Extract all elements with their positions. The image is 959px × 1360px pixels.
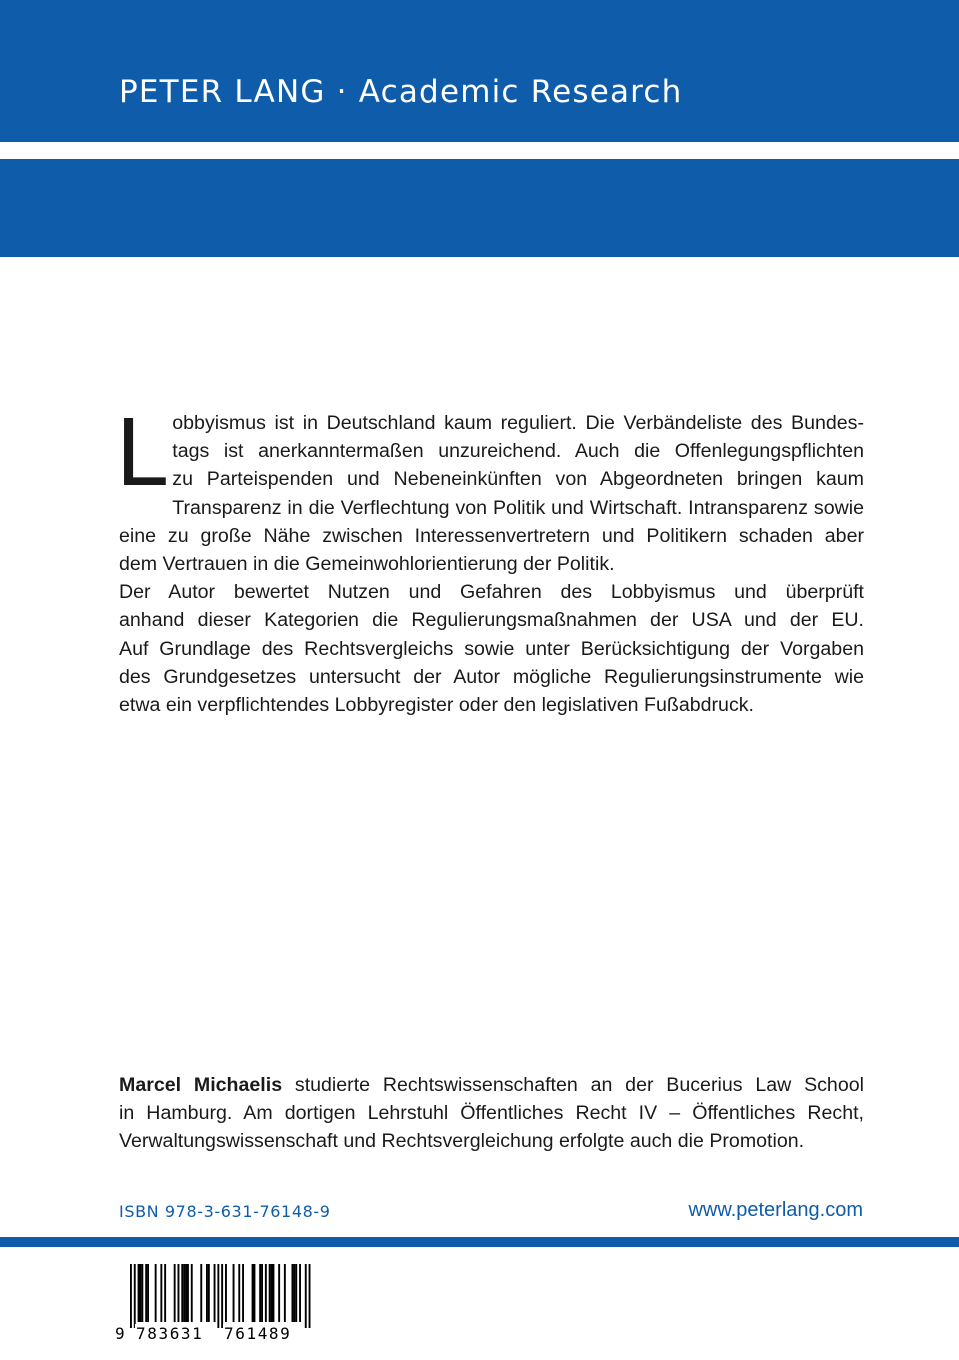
blurb-line: tags ist anerkanntermaßen unzureichend. Auch die Offenlegungspflichten <box>172 440 864 463</box>
barcode-bar <box>155 1264 157 1322</box>
barcode-bar <box>293 1264 295 1322</box>
barcode-bar <box>185 1264 187 1322</box>
barcode-bar <box>284 1264 286 1322</box>
blurb-line: eine zu große Nähe zwischen Interessenvertretern und Politikern schaden aber <box>119 524 864 547</box>
blurb-line: zu Parteispenden und Nebeneinkünften von Abgeordneten bringen kaum <box>172 468 864 491</box>
barcode-bar <box>299 1264 301 1322</box>
publisher-url-link[interactable]: www.peterlang.com <box>688 1199 863 1221</box>
barcode-bar <box>145 1264 147 1322</box>
barcode-bar <box>208 1264 210 1322</box>
bio-line-1-text: studierte Rechtswissenschaften an der Bucerius Law School <box>282 1074 864 1096</box>
blurb-line: des Grundgesetzes untersucht der Autor mögliche Regulierungsinstrumente wie <box>119 665 864 688</box>
blurb-line: obbyismus ist in Deutschland kaum reguliert. Die Verbändeliste des Bundes- <box>172 412 864 434</box>
barcode-bar <box>200 1264 202 1322</box>
series-number: II / 6028 <box>119 348 251 384</box>
barcode-bar <box>187 1264 189 1322</box>
barcode-digits <box>113 1324 311 1346</box>
header-band <box>0 0 959 142</box>
barcode-bar <box>259 1264 261 1322</box>
barcode-bar <box>160 1264 162 1322</box>
bio-line: Verwaltungswissenschaft und Rechtsvergleichung erfolgte auch die Promotion. <box>119 1130 805 1153</box>
barcode-bar <box>130 1264 132 1328</box>
barcode-bar <box>238 1264 240 1322</box>
barcode-bar <box>217 1264 219 1328</box>
barcode-bar <box>191 1264 193 1322</box>
blurb-line: Der Autor bewertet Nutzen und Gefahren des Lobbyismus und überprüft <box>119 581 864 604</box>
barcode-bar <box>181 1264 183 1322</box>
blurb-line: Transparenz in die Verflechtung von Politik und Wirtschaft. Intransparenz sowie <box>172 496 864 519</box>
blurb <box>115 400 864 719</box>
barcode-bar <box>233 1264 235 1322</box>
barcode-bar <box>134 1264 136 1328</box>
author-bio <box>119 1071 864 1156</box>
barcode-bar <box>214 1264 216 1322</box>
barcode-bar <box>269 1264 271 1322</box>
barcode-digit-first: 9 <box>115 1324 125 1343</box>
barcode-bar <box>305 1264 307 1328</box>
author-name: Marcel Michaelis <box>119 1074 283 1096</box>
barcode-bar <box>164 1264 166 1322</box>
barcode-bar <box>183 1264 185 1322</box>
bio-line: in Hamburg. Am dortigen Lehrstuhl Öffentliches Recht IV – Öffentliches Recht, <box>119 1102 864 1125</box>
blurb-line: anhand dieser Kategorien die Regulierungsmaßnahmen der USA und der EU. <box>119 609 864 632</box>
barcode-bar <box>309 1264 311 1328</box>
barcode-bar <box>261 1264 263 1322</box>
bio-line <box>119 1071 864 1099</box>
barcode-bar <box>174 1264 176 1322</box>
blurb-line: dem Vertrauen in die Gemeinwohlorientierung der Politik. <box>119 553 615 576</box>
barcode-bar <box>178 1264 180 1322</box>
barcode-bar <box>295 1264 297 1322</box>
barcode-bar <box>141 1264 143 1322</box>
barcode-bar <box>206 1264 208 1322</box>
barcode-digits-left: 783631 <box>136 1324 204 1343</box>
barcode-bar <box>265 1264 267 1322</box>
isbn: ISBN 978-3-631-76148-9 <box>119 1202 331 1221</box>
barcode-bars <box>113 1262 311 1328</box>
barcode-bar <box>254 1264 256 1322</box>
barcode-bar <box>242 1264 244 1322</box>
barcode-bar <box>271 1264 273 1322</box>
blurb-line: etwa ein verpflichtendes Lobbyregister oder den legislativen Fußabdruck. <box>119 694 754 717</box>
blurb-paragraph-2 <box>119 578 864 719</box>
blurb-line: Auf Grundlage des Rechtsvergleichs sowie unter Berücksichtigung der Vorgaben <box>119 637 864 660</box>
series-number-band <box>0 159 959 384</box>
barcode-bar <box>273 1264 275 1322</box>
blurb-paragraph-1 <box>115 400 864 578</box>
barcode-bar <box>147 1264 149 1322</box>
barcode-bar <box>252 1264 254 1322</box>
barcode-digits-right: 761489 <box>224 1324 292 1343</box>
barcode-bar <box>292 1264 294 1322</box>
isbn-barcode <box>113 1262 311 1350</box>
barcode-bar <box>221 1264 223 1328</box>
dropcap-letter: L <box>115 400 167 507</box>
barcode-bar <box>138 1264 140 1322</box>
barcode-bar <box>140 1264 142 1322</box>
footer-band <box>0 1237 959 1247</box>
barcode-bar <box>225 1264 227 1322</box>
series-title: PETER LANG · Academic Research <box>119 74 683 110</box>
barcode-bar <box>278 1264 280 1322</box>
